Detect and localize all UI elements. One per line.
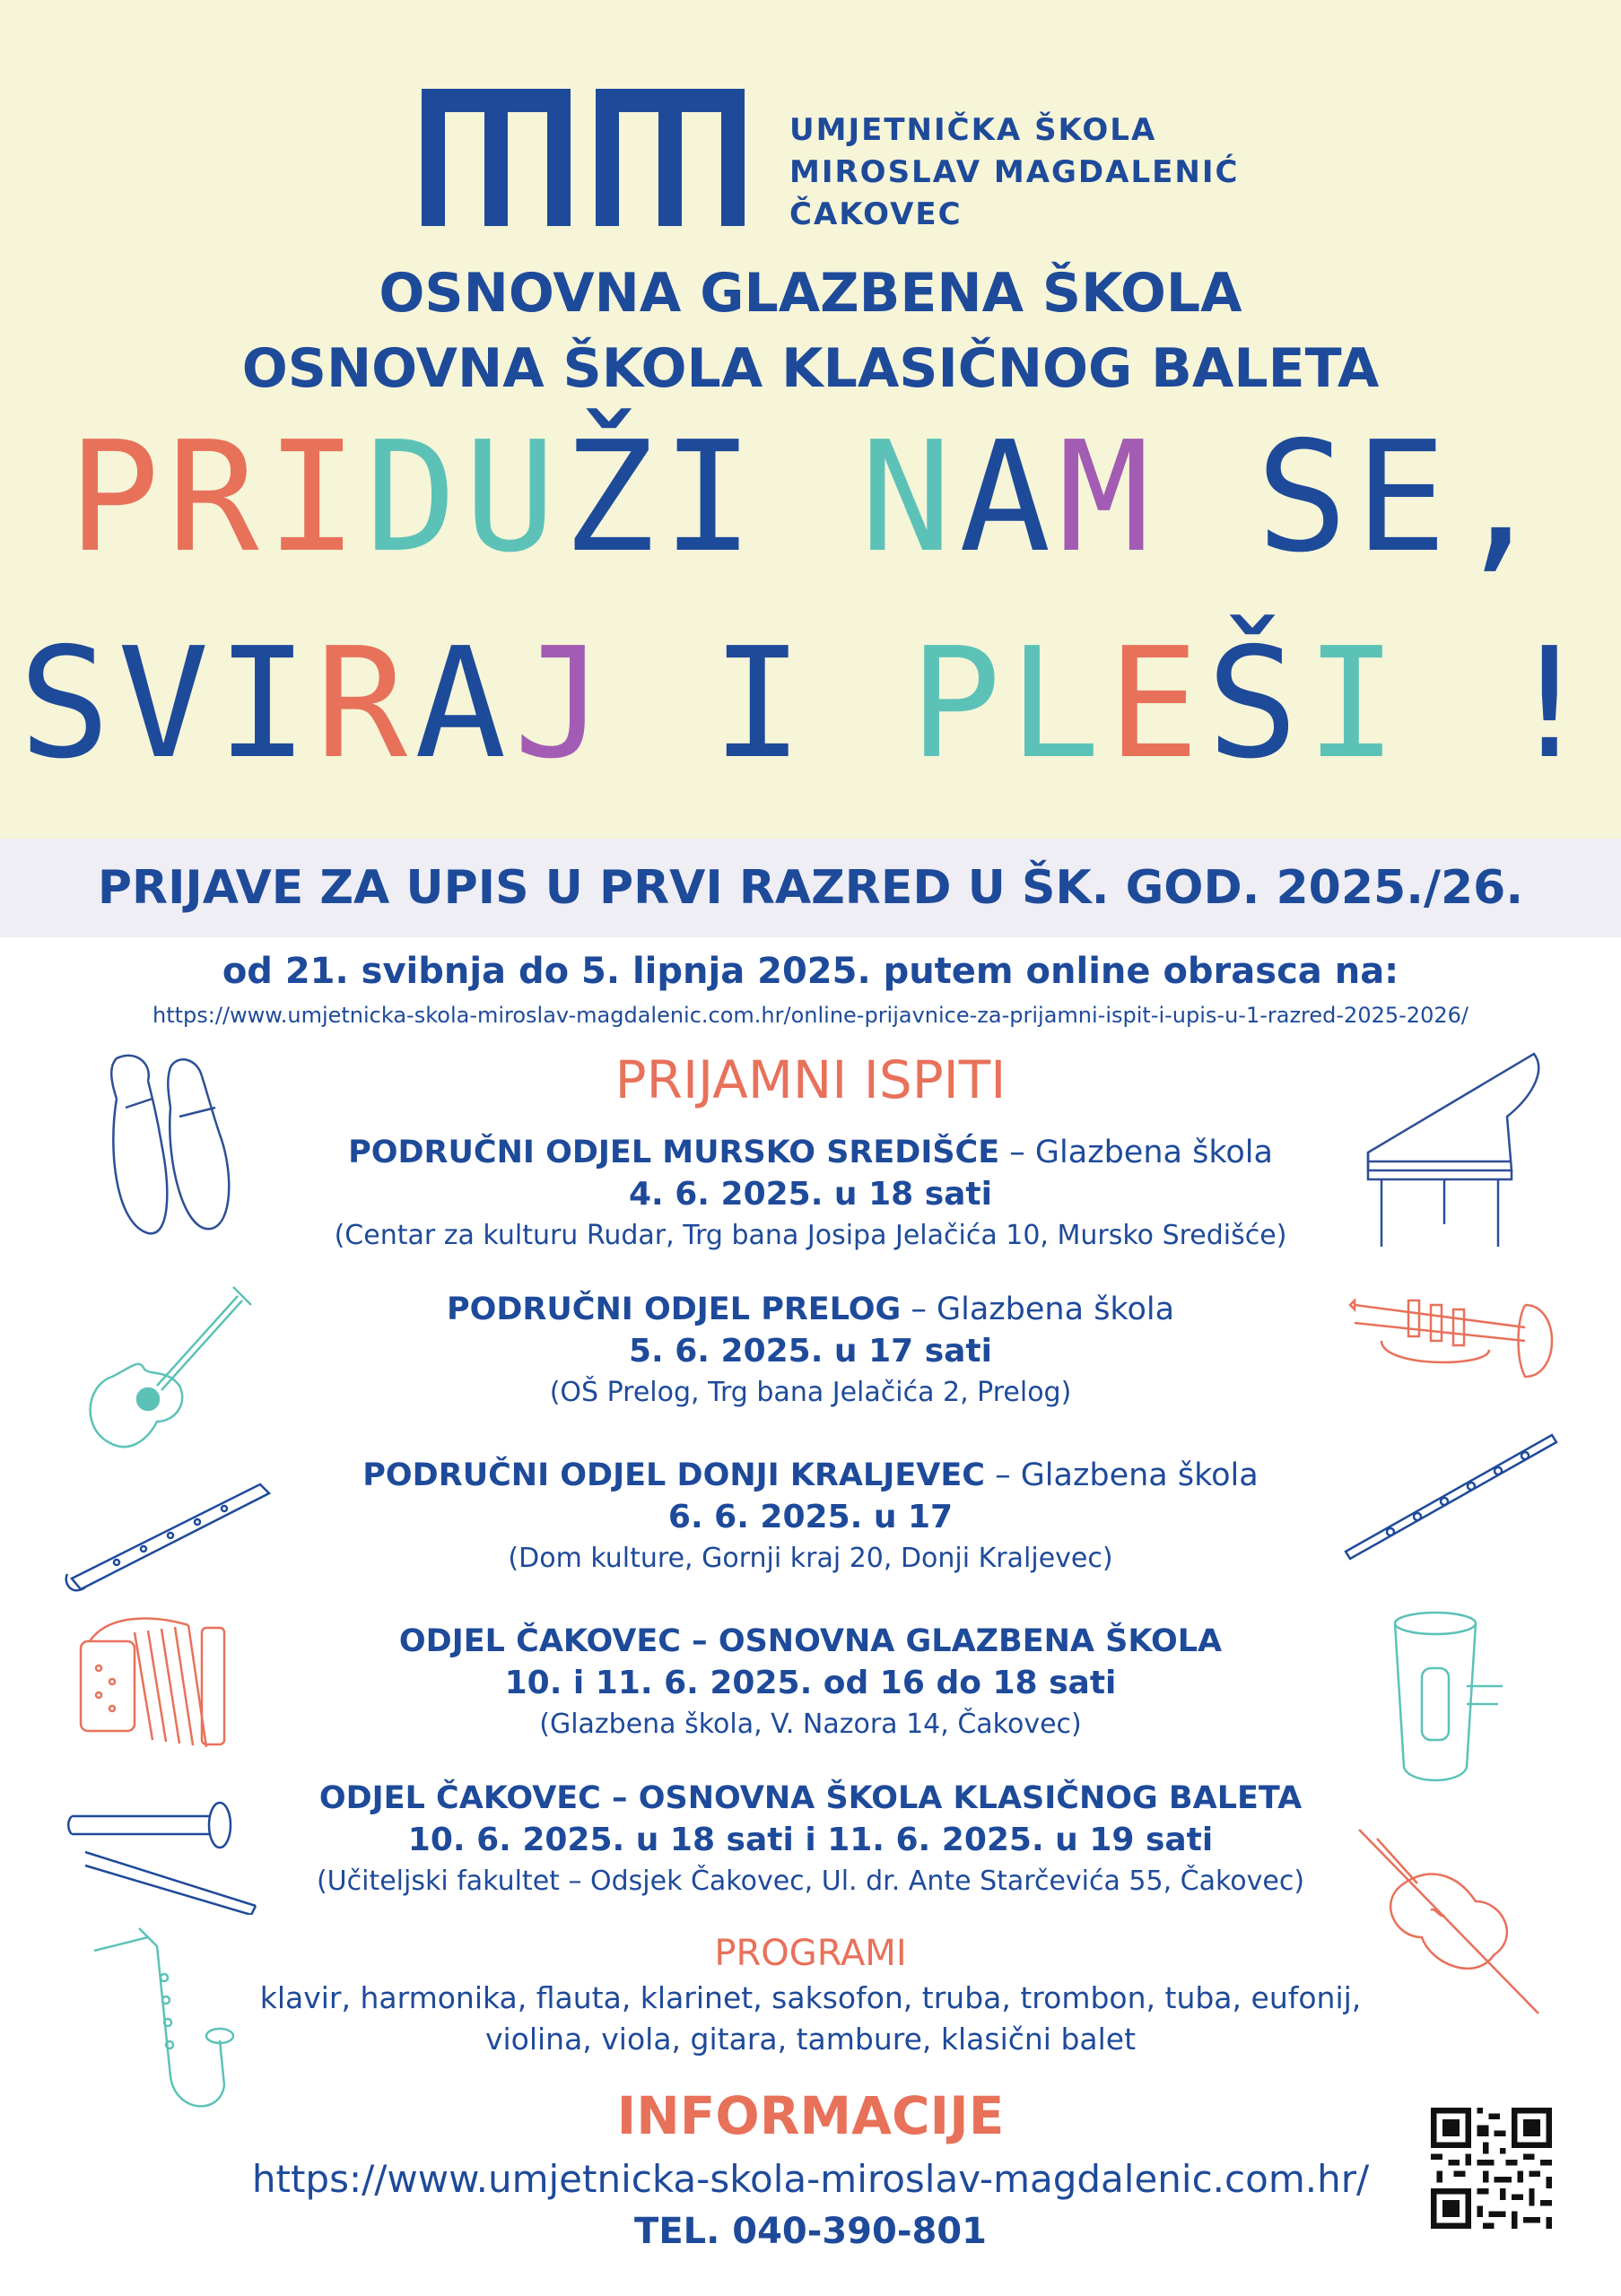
slogan-line-2	[0, 615, 1621, 793]
info-title: INFORMACIJE	[616, 2085, 1005, 2146]
flute-icon	[1337, 1426, 1561, 1570]
slogan-line-1	[0, 409, 1621, 587]
info-url[interactable]: https://www.umjetnicka-skola-miroslav-magdalenic.com.hr/	[251, 2157, 1370, 2201]
exam-time: 6. 6. 2025. u 17	[667, 1499, 954, 1535]
slogan-segment: R	[315, 615, 415, 793]
enrollment-deadline: od 21. svibnja do 5. lipnja 2025. putem online obrasca na:	[222, 951, 1399, 992]
mm-logo-icon	[422, 83, 745, 226]
exam-type: – Glazbena škola	[901, 1292, 1175, 1327]
slogan-segment: A	[959, 409, 1059, 587]
programs-title: PROGRAMI	[714, 1933, 907, 1974]
exam-location: (Glazbena škola, V. Nazora 14, Čakovec)	[539, 1709, 1082, 1740]
exam-location: (Dom kulture, Gornji kraj 20, Donji Kraljevec)	[508, 1543, 1113, 1574]
slogan-segment: M	[1058, 409, 1257, 587]
slogan-segment: PL	[909, 615, 1108, 793]
exam-dept: ODJEL ČAKOVEC – OSNOVNA ŠKOLA KLASIČNOG BALETA	[318, 1780, 1303, 1816]
violin-icon	[1350, 1821, 1552, 2022]
programs-line: klavir, harmonika, flauta, klarinet, saksofon, truba, trombon, tuba, eufonij,	[259, 1980, 1362, 2015]
slogan-segment: Š	[1206, 615, 1306, 793]
slogan-segment: SE	[1256, 409, 1454, 587]
slogan-segment: PRI	[67, 409, 365, 587]
exam-type: – Glazbena škola	[999, 1135, 1273, 1170]
slogan-segment: ŽI	[562, 409, 860, 587]
enrollment-title: PRIJAVE ZA UPIS U PRVI RAZRED U ŠK. GOD. 2025./26.	[97, 861, 1524, 915]
ballet-shoes-icon	[99, 1045, 242, 1247]
slogan-segment: E	[1107, 615, 1207, 793]
slogan-segment: J	[513, 615, 712, 793]
slogan-segment: SVI	[18, 615, 316, 793]
programs-line: violina, viola, gitara, tambure, klasični balet	[484, 2022, 1137, 2057]
exam-item	[0, 1623, 1621, 1740]
qr-code-icon	[1431, 2108, 1552, 2229]
exam-location: (OŠ Prelog, Trg bana Jelačića 2, Prelog)	[549, 1377, 1072, 1408]
exam-type: – Glazbena škola	[984, 1457, 1259, 1493]
school-name-line: MIROSLAV MAGDALENIĆ	[789, 154, 1240, 190]
heading-ballet-school: OSNOVNA ŠKOLA KLASIČNOG BALETA	[241, 337, 1380, 400]
saxophone-icon	[85, 1924, 238, 2121]
exam-time: 10. 6. 2025. u 18 sati i 11. 6. 2025. u 19 sati	[407, 1822, 1214, 1858]
exam-location: (Učiteljski fakultet – Odsjek Čakovec, Ul. dr. Ante Starčevića 55, Čakovec)	[316, 1866, 1305, 1897]
slogan-segment: !	[1404, 615, 1603, 793]
exam-dept: PODRUČNI ODJEL DONJI KRALJEVEC	[362, 1457, 985, 1493]
exam-time: 10. i 11. 6. 2025. od 16 do 18 sati	[504, 1665, 1117, 1701]
slogan-segment: A	[414, 615, 514, 793]
exam-dept: ODJEL ČAKOVEC – OSNOVNA GLAZBENA ŠKOLA	[398, 1623, 1223, 1659]
exams-title: PRIJAMNI ISPITI	[614, 1049, 1007, 1110]
clarinet-icon	[63, 1471, 274, 1596]
slogan-segment: N	[859, 409, 960, 587]
exam-dept: PODRUČNI ODJEL PRELOG	[446, 1292, 902, 1327]
piano-icon	[1355, 1045, 1547, 1260]
slogan-segment: ,	[1453, 409, 1554, 587]
tuba-icon	[1390, 1605, 1512, 1789]
slogan-segment: DU	[364, 409, 563, 587]
guitar-icon	[76, 1278, 256, 1462]
info-phone[interactable]: TEL. 040-390-801	[634, 2211, 987, 2252]
exam-time: 5. 6. 2025. u 17 sati	[629, 1333, 992, 1370]
slogan-segment: I	[1305, 615, 1405, 793]
school-name	[789, 109, 1239, 236]
exam-time: 4. 6. 2025. u 18 sati	[629, 1176, 992, 1213]
enrollment-url[interactable]: https://www.umjetnicka-skola-miroslav-magdalenic.com.hr/online-prijavnice-za-prijamni-ispit-i-upis-u-1-razred-2025-2026/	[153, 1003, 1468, 1028]
heading-music-school: OSNOVNA GLAZBENA ŠKOLA	[379, 262, 1242, 325]
accordion-icon	[72, 1614, 229, 1749]
trumpet-icon	[1346, 1287, 1556, 1390]
slogan-segment: I	[711, 615, 910, 793]
exam-dept: PODRUČNI ODJEL MURSKO SREDIŠĆE	[348, 1135, 1000, 1170]
exam-location: (Centar za kulturu Rudar, Trg bana Josipa Jelačića 10, Mursko Središće)	[334, 1220, 1287, 1251]
school-name-line: UMJETNIČKA ŠKOLA	[789, 112, 1157, 148]
school-name-line: ČAKOVEC	[789, 196, 963, 232]
trombone-icon	[67, 1798, 269, 1915]
